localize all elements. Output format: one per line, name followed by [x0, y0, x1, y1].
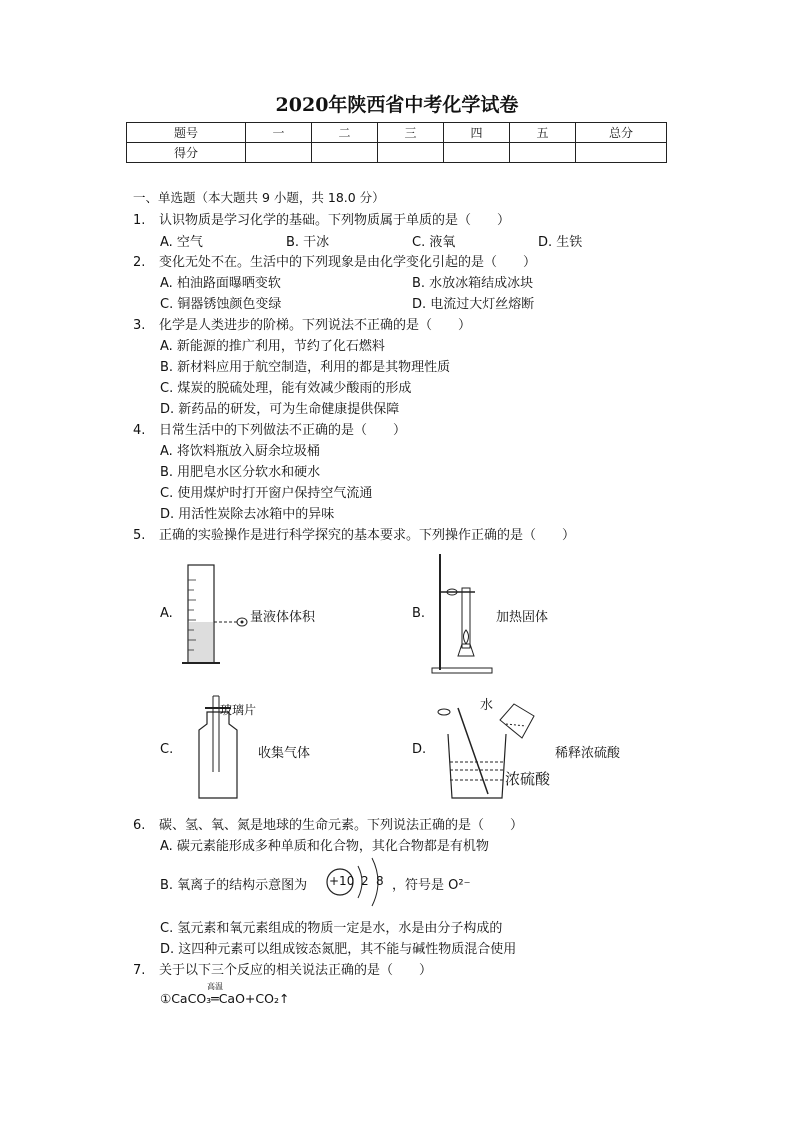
score-cell: 总分: [576, 123, 667, 143]
question-number: 5.: [133, 528, 146, 543]
question-4: [133, 419, 406, 438]
option-b-prefix: B. 氧离子的结构示意图为: [160, 878, 308, 893]
reaction-equation-1: ①CaCO₃═CaO+CO₂↑: [160, 991, 290, 1006]
score-cell-empty: [246, 143, 312, 163]
option-b: B. 干冰: [286, 235, 330, 250]
score-cell-empty: [576, 143, 667, 163]
question-stem: 正确的实验操作是进行科学探究的基本要求。下列操作正确的是（ ）: [159, 528, 576, 543]
score-cell: 四: [444, 123, 510, 143]
question-number: 2.: [133, 255, 146, 270]
option-d: D. 用活性炭除去冰箱中的异味: [160, 507, 335, 522]
option-d: D. 电流过大灯丝熔断: [412, 297, 535, 312]
score-cell-empty: [312, 143, 378, 163]
ion-shell-1: 2: [361, 874, 369, 888]
score-cell-empty: [510, 143, 576, 163]
option-d: D. 这四种元素可以组成铵态氮肥，其不能与碱性物质混合使用: [160, 942, 517, 957]
water-label: 水: [480, 698, 494, 713]
question-2: [133, 251, 536, 270]
option-b: B. 新材料应用于航空制造，利用的都是其物理性质: [160, 360, 451, 375]
question-number: 1.: [133, 213, 146, 228]
question-5: [133, 524, 575, 543]
score-table: [126, 122, 667, 163]
score-header-row: [127, 123, 667, 143]
acid-label: 浓硫酸: [505, 770, 551, 788]
score-row: [127, 143, 667, 163]
question-number: 4.: [133, 423, 146, 438]
question-number: 7.: [133, 963, 146, 978]
option-b-suffix: ，符号是 O²⁻: [392, 878, 471, 893]
question-7: [133, 959, 432, 978]
question-number: 6.: [133, 818, 146, 833]
option-b: B. 用肥皂水区分软水和硬水: [160, 465, 321, 480]
option-a-text: 量液体体积: [250, 610, 316, 625]
section-heading: 一、单选题（本大题共 9 小题，共 18.0 分）: [133, 190, 385, 205]
heating-stand-figure: [430, 552, 500, 674]
option-a: A. 新能源的推广利用，节约了化石燃料: [160, 339, 385, 354]
question-1: [133, 209, 510, 228]
question-number: 3.: [133, 318, 146, 333]
option-c: C. 铜器锈蚀颜色变绿: [160, 297, 282, 312]
option-c-text: 收集气体: [258, 746, 311, 761]
option-d-text: 稀释浓硫酸: [555, 746, 621, 761]
option-b-text: 加热固体: [496, 610, 549, 625]
score-cell: 得分: [127, 143, 246, 163]
question-stem: 认识物质是学习化学的基础。下列物质属于单质的是（ ）: [159, 213, 511, 228]
graduated-cylinder-figure: [180, 560, 260, 670]
option-d: D. 生铁: [538, 235, 583, 250]
option-c-letter: C.: [160, 742, 174, 757]
option-a: A. 碳元素能形成多种单质和化合物，其化合物都是有机物: [160, 839, 489, 854]
question-3: [133, 314, 471, 333]
ion-nucleus-label: +10: [329, 874, 355, 888]
score-cell-empty: [378, 143, 444, 163]
score-cell: 五: [510, 123, 576, 143]
score-cell: 二: [312, 123, 378, 143]
option-d: D. 新药品的研发，可为生命健康提供保障: [160, 402, 400, 417]
page-title: 2020年陕西省中考化学试卷: [275, 94, 519, 116]
option-c: C. 使用煤炉时打开窗户保持空气流通: [160, 486, 373, 501]
option-b: B. 水放冰箱结成冰块: [412, 276, 534, 291]
score-cell: 一: [246, 123, 312, 143]
option-c: C. 氢元素和氧元素组成的物质一定是水，水是由分子构成的: [160, 921, 503, 936]
reaction-condition: 高温: [207, 982, 223, 991]
score-cell: 三: [378, 123, 444, 143]
option-a: A. 空气: [160, 235, 203, 250]
question-stem: 日常生活中的下列做法不正确的是（ ）: [159, 423, 407, 438]
score-cell-empty: [444, 143, 510, 163]
question-stem: 关于以下三个反应的相关说法正确的是（ ）: [159, 963, 433, 978]
score-cell: 题号: [127, 123, 246, 143]
option-a: A. 将饮料瓶放入厨余垃圾桶: [160, 444, 320, 459]
option-a: A. 柏油路面曝晒变软: [160, 276, 281, 291]
ion-shell-2: 8: [376, 874, 384, 888]
option-b-letter: B.: [412, 606, 426, 621]
glass-plate-label: 玻璃片: [220, 703, 257, 717]
question-6: [133, 814, 523, 833]
question-stem: 化学是人类进步的阶梯。下列说法不正确的是（ ）: [159, 318, 472, 333]
option-c: C. 液氧: [412, 235, 456, 250]
option-a-letter: A.: [160, 606, 173, 621]
option-c: C. 煤炭的脱硫处理，能有效减少酸雨的形成: [160, 381, 412, 396]
option-d-letter: D.: [412, 742, 427, 757]
question-stem: 变化无处不在。生活中的下列现象是由化学变化引起的是（ ）: [159, 255, 537, 270]
question-stem: 碳、氢、氧、氮是地球的生命元素。下列说法正确的是（ ）: [159, 818, 524, 833]
